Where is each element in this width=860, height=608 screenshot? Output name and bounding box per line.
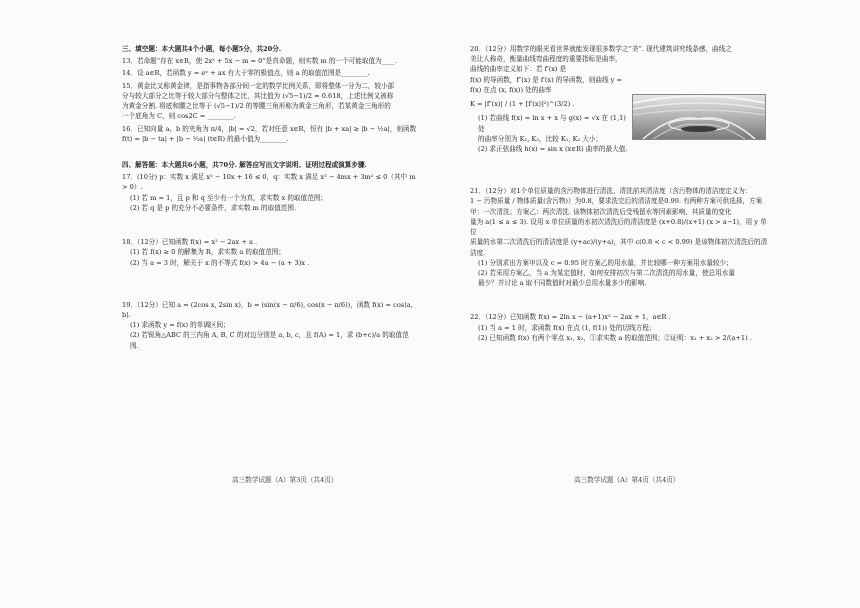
question-22-part-1: (1) 当 a = 1 时，求函数 f(x) 在点 (1, f(1)) 处的切线方程；	[478, 323, 656, 332]
question-19-part-1: (1) 求函数 y = f(x) 的单调区间；	[130, 321, 230, 330]
question-20-line-2: 美让人称奇，衡量曲线弯曲程度的重要指标是曲率，曲线的曲率定义如下：若 f′(x) 是	[470, 55, 622, 74]
question-18-stem: 18．（12分）已知函数 f(x) = x² − 2ax + a .	[122, 238, 258, 247]
question-20-curvature-formula: K = |f″(x)| / (1 + [f′(x)]²)^(3/2) .	[470, 100, 575, 109]
question-22-part-2: (2) 已知函数 f(x) 有两个零点 x₁, x₂，①求实数 a 的取值范围；②证明：x₁ + x₂ > 2/(a+1) .	[478, 333, 752, 342]
question-19-stem: 19．（12分）已知 a = (2cos x, 2sin x)，b = (sin(x − π/6), cos(x − π/6))，函数 f(x) = cos⟨a, b⟩.	[122, 300, 413, 319]
section-fill-blank-title: 三、填空题：本大题共4个小题，每小题5分，共20分.	[122, 45, 282, 53]
question-20-line-3: f(x) 的导函数，f″(x) 是 f′(x) 的导函数，则曲线 y = f(x) 在点 (x, f(x)) 处的曲率	[470, 75, 623, 94]
architecture-curves-image	[633, 95, 765, 139]
page-footer-3: 高三数学试题（A）第3页（共4页）	[232, 476, 338, 484]
question-21-part-2: (2) 若采用方案乙，当 a 为某定值时，如何安排初次与第二次清洗的用水量，使总用水量	[478, 268, 735, 277]
question-21-line-5: 质量的水第二次清洗后的清洁度是 (y+ac)/(y+a)，其中 c(0.8 < c < 0.99) 是该物体初次清洗后的清	[470, 238, 768, 247]
question-15-line-2: 分与较大部分之比等于较大部分与整体之比，其比值为 (√5−1)/2 ≈ 0.618，上述比例又被称	[122, 91, 394, 100]
question-17	[122, 172, 422, 213]
question-18-part-1: (1) 若 f(x) ≥ 0 的解集为 R，求实数 a 的取值范围；	[130, 248, 285, 257]
question-21-line-2: 1 − 污物质量 / 物体质量(含污物)）为0.8，要求洗完后的清洁度是0.99. 有两种方案可供选择，方案	[470, 197, 763, 206]
question-17-stem: 17．(10分) p：实数 x 满足 x² − 10x + 16 ≤ 0，q：实数 x 满足 x² − 4mx + 3m² ≤ 0（其中 m > 0）.	[122, 173, 416, 192]
question-21-line-6: 洁度.	[470, 248, 486, 257]
question-14: 14．设 a∈R，若函数 y = eˣ + ax 有大于零的极值点，则 a 的取值范围是________.	[122, 69, 370, 78]
question-18	[122, 237, 422, 268]
question-19	[122, 300, 422, 351]
question-21-part-1: (1) 分别求出方案甲以及 c = 0.95 时方案乙的用水量，并比较哪一种方案用水量较少；	[478, 258, 733, 267]
question-20-part-1-cont: 的曲率分别为 K₁, K₂，比较 K₁, K₂ 大小；	[478, 134, 603, 143]
right-column	[470, 44, 770, 345]
question-16-line-1: 16．已知向量 a、b 的夹角为 π/4，|b| = √2，若对任意 x∈R，恒有 |b + xa| ≥ |b − ½a|，则函数	[122, 124, 417, 133]
question-19-part-2: (2) 若锐角△ABC 的三内角 A, B, C 的对边分别是 a, b, c，且 f(A) = 1，求 (b+c)/a 的取值范	[130, 331, 409, 340]
question-21-part-2-cont: 最少？并讨论 a 取不同数值时对最少总用水量多少的影响.	[478, 279, 647, 288]
question-15-line-1: 15．黄金比又称黄金律，是指事物各部分间一定的数学比例关系，即将整体一分为二，较小部	[122, 81, 395, 90]
question-15-line-4: 一个底角为 C，则 cos2C = ________.	[122, 112, 236, 121]
question-20-part-2: (2) 求正弦曲线 h(x) = sin x (x∈R) 曲率的最大值.	[478, 144, 628, 153]
question-21-line-3: 甲：一次清洗；方案乙：两次清洗. 该物体初次清洗后受残留水等因素影响，其质量的变化	[470, 207, 732, 216]
question-19-part-2-cont: 围.	[130, 341, 139, 350]
question-22	[470, 312, 770, 343]
question-17-part-1: (1) 若 m = 1，且 p 和 q 至少有一个为真，求实数 x 的取值范围；	[130, 193, 327, 202]
page-footer-4: 高三数学试题（A）第4页（共4页）	[574, 476, 680, 484]
question-15	[122, 81, 422, 122]
section-solution-title: 四、解答题：本大题共6小题，共70分. 解答应写出文字说明、证明过程或演算步骤.	[122, 160, 367, 169]
question-20-line-1: 20．（12分）用数学的眼光看世界就能发现很多数学之“美”. 现代建筑讲究线条感，曲线之	[470, 45, 732, 53]
question-15-line-3: 为黄金分割. 将底和腰之比等于 (√5−1)/2 的等腰三角形称为黄金三角形，若某黄金三角形的	[122, 102, 391, 111]
question-13: 13．若命题“存在 x∈R，使 2x² + 5x − m = 0”是真命题，则实数 m 的一个可能取值为____.	[122, 57, 397, 66]
question-21-line-1: 21．（12分）对1个单位质量的含污物体进行清洗，清洗前其清洁度（含污物体的清洁度定义为：	[470, 187, 752, 196]
question-21	[470, 186, 770, 288]
question-18-part-2: (2) 当 a = 3 时，解关于 x 的不等式 f(x) > 4a − (a + 3)x .	[130, 258, 310, 267]
left-column	[122, 44, 422, 353]
question-16	[122, 124, 422, 144]
question-21-line-4: 量为 a(1 ≤ a ≤ 3). 设用 x 单位质量的水初次清洗后的清洁度是 (x+0.8)/(x+1) (x > a−1)，用 y 单位	[470, 217, 767, 237]
question-16-line-2: f(t) = |b − ta| + |b − ½a| (t∈R) 的最小值为________.	[122, 134, 289, 143]
question-20-part-1: (1) 若曲线 f(x) = ln x + x 与 g(x) = √x 在 (1,1) 处	[478, 114, 626, 133]
architecture-photo	[632, 94, 766, 140]
question-17-part-2: (2) 若 q 是 p 的充分不必要条件，求实数 m 的取值范围.	[130, 203, 297, 212]
question-22-stem: 22．（12分）已知函数 f(x) = 2ln x − (a+1)x² − 2ax + 1，a∈R .	[470, 313, 671, 322]
